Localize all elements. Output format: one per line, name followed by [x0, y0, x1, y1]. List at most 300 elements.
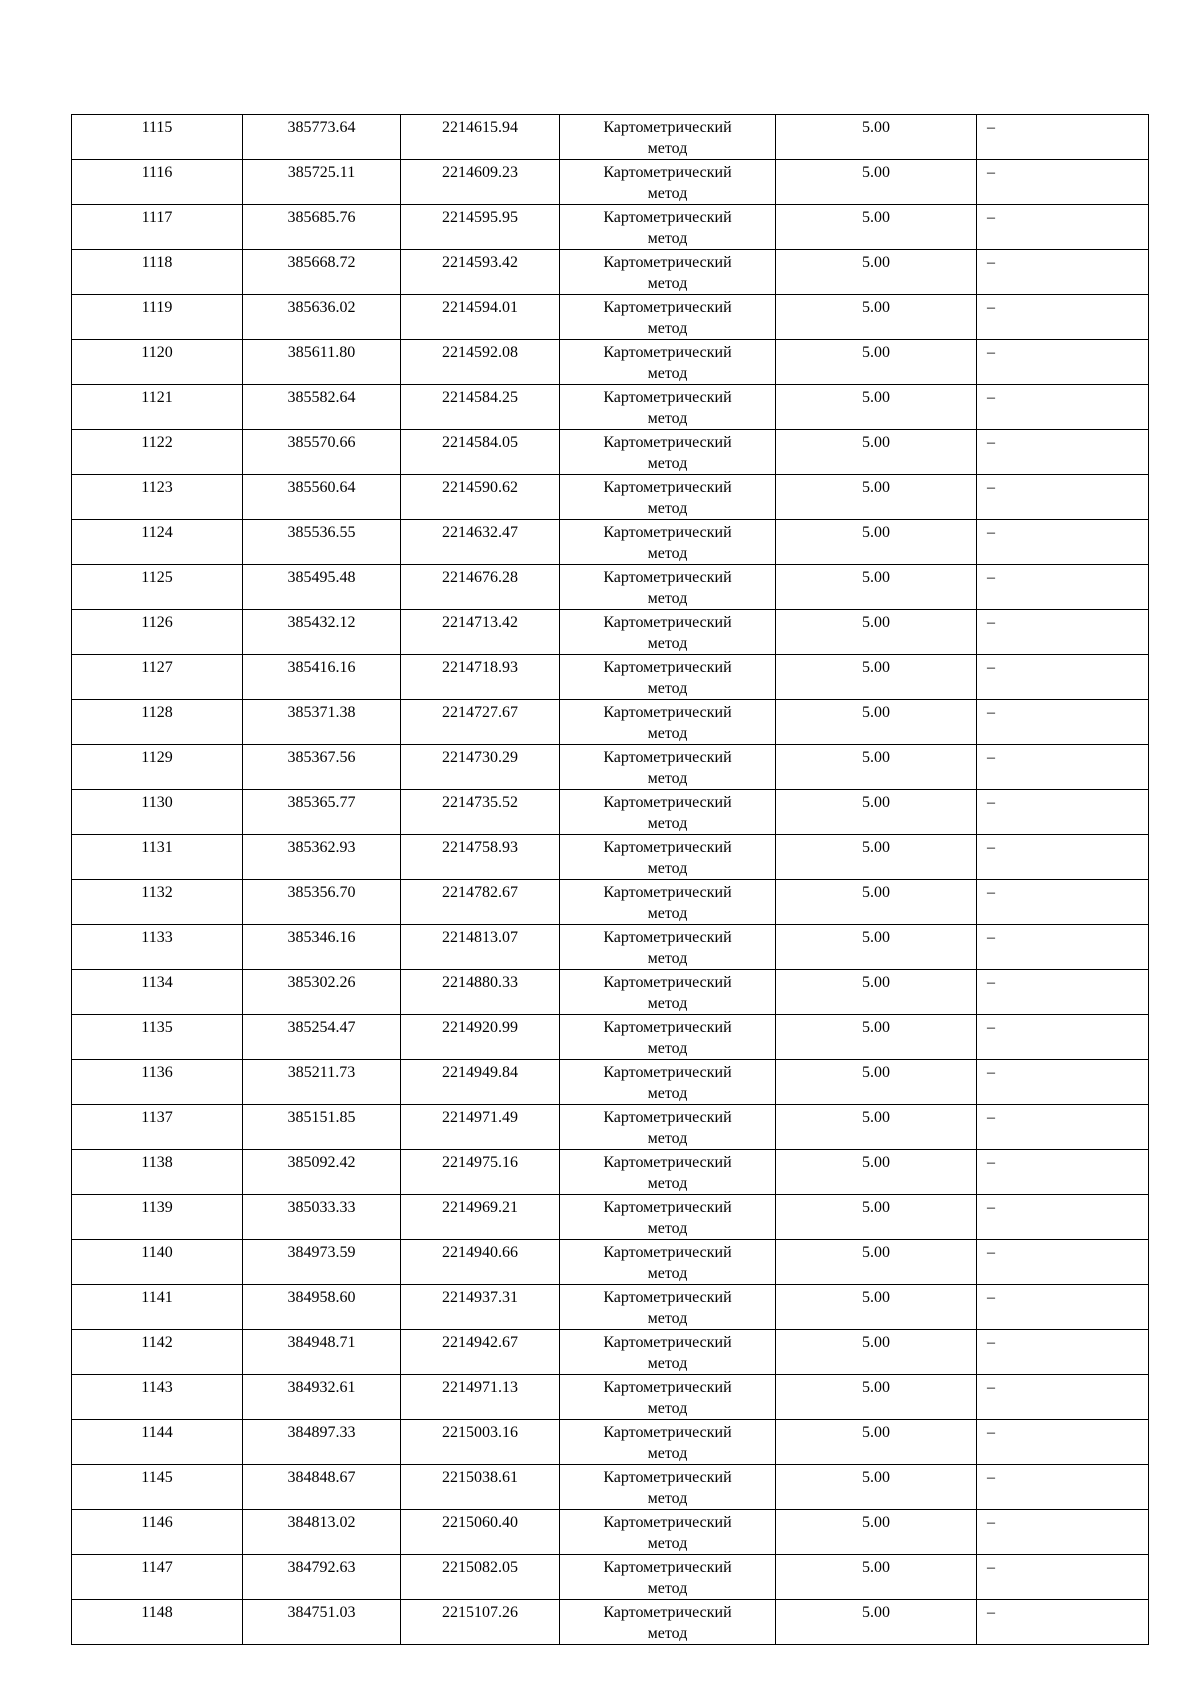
point-number-cell: 1135	[72, 1015, 243, 1060]
point-number-cell: 1146	[72, 1510, 243, 1555]
accuracy-cell: 5.00	[776, 1105, 977, 1150]
point-number-cell: 1131	[72, 835, 243, 880]
method-line: метод	[647, 770, 688, 787]
table-row	[72, 205, 1149, 250]
method-line: Картометрический	[603, 1604, 732, 1621]
x-coordinate-cell: 385560.64	[243, 475, 401, 520]
point-number-cell: 1118	[72, 250, 243, 295]
method-line: Картометрический	[603, 704, 732, 721]
accuracy-cell: 5.00	[776, 880, 977, 925]
x-coordinate-cell: 385254.47	[243, 1015, 401, 1060]
y-coordinate-cell: 2214730.29	[401, 745, 560, 790]
y-coordinate-cell: 2214880.33	[401, 970, 560, 1015]
x-coordinate-cell: 384932.61	[243, 1375, 401, 1420]
note-cell: –	[977, 115, 1149, 160]
y-coordinate-cell: 2214713.42	[401, 610, 560, 655]
x-coordinate-cell: 385685.76	[243, 205, 401, 250]
x-coordinate-cell: 385362.93	[243, 835, 401, 880]
method-line: метод	[647, 140, 688, 157]
x-coordinate-cell: 384958.60	[243, 1285, 401, 1330]
point-number-cell: 1140	[72, 1240, 243, 1285]
x-coordinate-cell: 384973.59	[243, 1240, 401, 1285]
y-coordinate-cell: 2214937.31	[401, 1285, 560, 1330]
y-coordinate-cell: 2214718.93	[401, 655, 560, 700]
point-number-cell: 1145	[72, 1465, 243, 1510]
table-row	[72, 160, 1149, 205]
y-coordinate-cell: 2214735.52	[401, 790, 560, 835]
note-cell: –	[977, 1060, 1149, 1105]
method-line: Картометрический	[603, 389, 732, 406]
y-coordinate-cell: 2214632.47	[401, 520, 560, 565]
y-coordinate-cell: 2215082.05	[401, 1555, 560, 1600]
note-cell: –	[977, 745, 1149, 790]
table-row	[72, 430, 1149, 475]
y-coordinate-cell: 2214590.62	[401, 475, 560, 520]
method-line: Картометрический	[603, 1424, 732, 1441]
table-row	[72, 970, 1149, 1015]
y-coordinate-cell: 2214920.99	[401, 1015, 560, 1060]
note-cell: –	[977, 1375, 1149, 1420]
method-cell	[560, 205, 776, 250]
method-cell	[560, 340, 776, 385]
method-cell	[560, 250, 776, 295]
y-coordinate-cell: 2214782.67	[401, 880, 560, 925]
table-row	[72, 1150, 1149, 1195]
y-coordinate-cell: 2214595.95	[401, 205, 560, 250]
table-row	[72, 1195, 1149, 1240]
method-cell	[560, 1240, 776, 1285]
method-line: метод	[647, 1625, 688, 1642]
x-coordinate-cell: 385636.02	[243, 295, 401, 340]
note-cell: –	[977, 565, 1149, 610]
method-line: Картометрический	[603, 254, 732, 271]
y-coordinate-cell: 2215060.40	[401, 1510, 560, 1555]
method-line: Картометрический	[603, 344, 732, 361]
coordinates-table	[71, 114, 1149, 1645]
y-coordinate-cell: 2215003.16	[401, 1420, 560, 1465]
method-cell	[560, 1375, 776, 1420]
point-number-cell: 1134	[72, 970, 243, 1015]
method-line: метод	[647, 1400, 688, 1417]
x-coordinate-cell: 384897.33	[243, 1420, 401, 1465]
accuracy-cell: 5.00	[776, 295, 977, 340]
method-cell	[560, 1330, 776, 1375]
table-row	[72, 520, 1149, 565]
method-cell	[560, 1060, 776, 1105]
method-line: метод	[647, 1175, 688, 1192]
table-row	[72, 1105, 1149, 1150]
note-cell: –	[977, 1285, 1149, 1330]
y-coordinate-cell: 2214584.25	[401, 385, 560, 430]
point-number-cell: 1117	[72, 205, 243, 250]
method-cell	[560, 700, 776, 745]
note-cell: –	[977, 1555, 1149, 1600]
method-line: Картометрический	[603, 1289, 732, 1306]
point-number-cell: 1142	[72, 1330, 243, 1375]
point-number-cell: 1125	[72, 565, 243, 610]
method-line: метод	[647, 1445, 688, 1462]
x-coordinate-cell: 385432.12	[243, 610, 401, 655]
table-row	[72, 1510, 1149, 1555]
method-cell	[560, 1420, 776, 1465]
y-coordinate-cell: 2214594.01	[401, 295, 560, 340]
method-line: метод	[647, 455, 688, 472]
method-line: метод	[647, 230, 688, 247]
accuracy-cell: 5.00	[776, 700, 977, 745]
method-cell	[560, 790, 776, 835]
accuracy-cell: 5.00	[776, 745, 977, 790]
method-line: Картометрический	[603, 1064, 732, 1081]
accuracy-cell: 5.00	[776, 1375, 977, 1420]
x-coordinate-cell: 385582.64	[243, 385, 401, 430]
accuracy-cell: 5.00	[776, 160, 977, 205]
y-coordinate-cell: 2214615.94	[401, 115, 560, 160]
method-line: метод	[647, 905, 688, 922]
y-coordinate-cell: 2214592.08	[401, 340, 560, 385]
method-line: метод	[647, 995, 688, 1012]
method-cell	[560, 1015, 776, 1060]
y-coordinate-cell: 2214609.23	[401, 160, 560, 205]
note-cell: –	[977, 925, 1149, 970]
method-line: метод	[647, 950, 688, 967]
note-cell: –	[977, 1510, 1149, 1555]
method-line: Картометрический	[603, 209, 732, 226]
accuracy-cell: 5.00	[776, 1015, 977, 1060]
y-coordinate-cell: 2214758.93	[401, 835, 560, 880]
table-row	[72, 745, 1149, 790]
table-row	[72, 1600, 1149, 1645]
point-number-cell: 1127	[72, 655, 243, 700]
table-row	[72, 295, 1149, 340]
accuracy-cell: 5.00	[776, 1330, 977, 1375]
method-line: Картометрический	[603, 614, 732, 631]
note-cell: –	[977, 250, 1149, 295]
method-line: метод	[647, 1085, 688, 1102]
point-number-cell: 1115	[72, 115, 243, 160]
accuracy-cell: 5.00	[776, 1150, 977, 1195]
accuracy-cell: 5.00	[776, 205, 977, 250]
note-cell: –	[977, 1015, 1149, 1060]
method-cell	[560, 115, 776, 160]
point-number-cell: 1144	[72, 1420, 243, 1465]
point-number-cell: 1139	[72, 1195, 243, 1240]
point-number-cell: 1136	[72, 1060, 243, 1105]
x-coordinate-cell: 385668.72	[243, 250, 401, 295]
x-coordinate-cell: 385536.55	[243, 520, 401, 565]
method-line: метод	[647, 1040, 688, 1057]
note-cell: –	[977, 1465, 1149, 1510]
note-cell: –	[977, 385, 1149, 430]
method-cell	[560, 1510, 776, 1555]
point-number-cell: 1128	[72, 700, 243, 745]
method-cell	[560, 565, 776, 610]
table-row	[72, 1375, 1149, 1420]
method-line: Картометрический	[603, 1154, 732, 1171]
method-line: метод	[647, 1535, 688, 1552]
method-line: метод	[647, 275, 688, 292]
point-number-cell: 1121	[72, 385, 243, 430]
accuracy-cell: 5.00	[776, 1060, 977, 1105]
accuracy-cell: 5.00	[776, 1195, 977, 1240]
method-line: Картометрический	[603, 1559, 732, 1576]
table-row	[72, 1015, 1149, 1060]
method-cell	[560, 295, 776, 340]
accuracy-cell: 5.00	[776, 1510, 977, 1555]
y-coordinate-cell: 2214975.16	[401, 1150, 560, 1195]
method-line: Картометрический	[603, 1469, 732, 1486]
table-row	[72, 1240, 1149, 1285]
accuracy-cell: 5.00	[776, 610, 977, 655]
x-coordinate-cell: 385302.26	[243, 970, 401, 1015]
x-coordinate-cell: 385495.48	[243, 565, 401, 610]
x-coordinate-cell: 385611.80	[243, 340, 401, 385]
method-line: метод	[647, 365, 688, 382]
y-coordinate-cell: 2214727.67	[401, 700, 560, 745]
y-coordinate-cell: 2214969.21	[401, 1195, 560, 1240]
point-number-cell: 1124	[72, 520, 243, 565]
point-number-cell: 1123	[72, 475, 243, 520]
method-cell	[560, 1555, 776, 1600]
method-line: метод	[647, 680, 688, 697]
accuracy-cell: 5.00	[776, 115, 977, 160]
table-row	[72, 385, 1149, 430]
table-row	[72, 835, 1149, 880]
method-line: метод	[647, 1355, 688, 1372]
point-number-cell: 1129	[72, 745, 243, 790]
note-cell: –	[977, 835, 1149, 880]
method-line: метод	[647, 635, 688, 652]
x-coordinate-cell: 385092.42	[243, 1150, 401, 1195]
method-cell	[560, 835, 776, 880]
point-number-cell: 1126	[72, 610, 243, 655]
method-line: Картометрический	[603, 659, 732, 676]
x-coordinate-cell: 384792.63	[243, 1555, 401, 1600]
method-line: Картометрический	[603, 974, 732, 991]
method-line: метод	[647, 590, 688, 607]
accuracy-cell: 5.00	[776, 970, 977, 1015]
point-number-cell: 1132	[72, 880, 243, 925]
x-coordinate-cell: 385367.56	[243, 745, 401, 790]
x-coordinate-cell: 385151.85	[243, 1105, 401, 1150]
method-line: Картометрический	[603, 884, 732, 901]
method-line: метод	[647, 1265, 688, 1282]
note-cell: –	[977, 1600, 1149, 1645]
accuracy-cell: 5.00	[776, 250, 977, 295]
x-coordinate-cell: 385211.73	[243, 1060, 401, 1105]
method-cell	[560, 655, 776, 700]
accuracy-cell: 5.00	[776, 475, 977, 520]
method-line: метод	[647, 815, 688, 832]
accuracy-cell: 5.00	[776, 790, 977, 835]
y-coordinate-cell: 2214584.05	[401, 430, 560, 475]
point-number-cell: 1122	[72, 430, 243, 475]
point-number-cell: 1130	[72, 790, 243, 835]
method-line: Картометрический	[603, 119, 732, 136]
x-coordinate-cell: 385356.70	[243, 880, 401, 925]
accuracy-cell: 5.00	[776, 340, 977, 385]
x-coordinate-cell: 384848.67	[243, 1465, 401, 1510]
table-row	[72, 115, 1149, 160]
method-cell	[560, 1105, 776, 1150]
method-cell	[560, 430, 776, 475]
method-line: метод	[647, 1310, 688, 1327]
point-number-cell: 1148	[72, 1600, 243, 1645]
table-row	[72, 655, 1149, 700]
table-row	[72, 1060, 1149, 1105]
note-cell: –	[977, 1330, 1149, 1375]
x-coordinate-cell: 385033.33	[243, 1195, 401, 1240]
method-line: Картометрический	[603, 1109, 732, 1126]
y-coordinate-cell: 2214971.49	[401, 1105, 560, 1150]
x-coordinate-cell: 385416.16	[243, 655, 401, 700]
coordinates-table-body	[72, 115, 1149, 1645]
note-cell: –	[977, 430, 1149, 475]
note-cell: –	[977, 1105, 1149, 1150]
note-cell: –	[977, 610, 1149, 655]
method-line: Картометрический	[603, 1334, 732, 1351]
x-coordinate-cell: 385365.77	[243, 790, 401, 835]
accuracy-cell: 5.00	[776, 565, 977, 610]
method-cell	[560, 1285, 776, 1330]
point-number-cell: 1137	[72, 1105, 243, 1150]
x-coordinate-cell: 384948.71	[243, 1330, 401, 1375]
table-row	[72, 475, 1149, 520]
method-cell	[560, 925, 776, 970]
method-line: метод	[647, 1490, 688, 1507]
method-cell	[560, 1465, 776, 1510]
point-number-cell: 1116	[72, 160, 243, 205]
table-row	[72, 1420, 1149, 1465]
method-cell	[560, 745, 776, 790]
method-line: Картометрический	[603, 794, 732, 811]
method-line: метод	[647, 1220, 688, 1237]
note-cell: –	[977, 1240, 1149, 1285]
y-coordinate-cell: 2215107.26	[401, 1600, 560, 1645]
accuracy-cell: 5.00	[776, 925, 977, 970]
y-coordinate-cell: 2214940.66	[401, 1240, 560, 1285]
x-coordinate-cell: 384751.03	[243, 1600, 401, 1645]
method-line: Картометрический	[603, 569, 732, 586]
table-row	[72, 1285, 1149, 1330]
method-line: метод	[647, 545, 688, 562]
note-cell: –	[977, 790, 1149, 835]
note-cell: –	[977, 340, 1149, 385]
method-cell	[560, 385, 776, 430]
method-line: Картометрический	[603, 1019, 732, 1036]
y-coordinate-cell: 2214971.13	[401, 1375, 560, 1420]
note-cell: –	[977, 205, 1149, 250]
accuracy-cell: 5.00	[776, 430, 977, 475]
accuracy-cell: 5.00	[776, 385, 977, 430]
table-row	[72, 880, 1149, 925]
point-number-cell: 1143	[72, 1375, 243, 1420]
y-coordinate-cell: 2214813.07	[401, 925, 560, 970]
accuracy-cell: 5.00	[776, 1240, 977, 1285]
accuracy-cell: 5.00	[776, 655, 977, 700]
method-line: Картометрический	[603, 929, 732, 946]
method-line: Картометрический	[603, 434, 732, 451]
x-coordinate-cell: 384813.02	[243, 1510, 401, 1555]
note-cell: –	[977, 970, 1149, 1015]
method-line: Картометрический	[603, 299, 732, 316]
y-coordinate-cell: 2215038.61	[401, 1465, 560, 1510]
note-cell: –	[977, 160, 1149, 205]
point-number-cell: 1138	[72, 1150, 243, 1195]
method-line: Картометрический	[603, 1199, 732, 1216]
point-number-cell: 1120	[72, 340, 243, 385]
accuracy-cell: 5.00	[776, 1555, 977, 1600]
method-line: метод	[647, 185, 688, 202]
note-cell: –	[977, 520, 1149, 565]
method-line: метод	[647, 1580, 688, 1597]
y-coordinate-cell: 2214949.84	[401, 1060, 560, 1105]
table-row	[72, 925, 1149, 970]
method-cell	[560, 970, 776, 1015]
method-line: метод	[647, 410, 688, 427]
method-line: метод	[647, 725, 688, 742]
y-coordinate-cell: 2214942.67	[401, 1330, 560, 1375]
x-coordinate-cell: 385725.11	[243, 160, 401, 205]
method-line: Картометрический	[603, 749, 732, 766]
note-cell: –	[977, 1150, 1149, 1195]
note-cell: –	[977, 880, 1149, 925]
table-row	[72, 250, 1149, 295]
method-cell	[560, 610, 776, 655]
x-coordinate-cell: 385371.38	[243, 700, 401, 745]
point-number-cell: 1119	[72, 295, 243, 340]
note-cell: –	[977, 700, 1149, 745]
note-cell: –	[977, 475, 1149, 520]
table-row	[72, 700, 1149, 745]
table-row	[72, 565, 1149, 610]
note-cell: –	[977, 1420, 1149, 1465]
accuracy-cell: 5.00	[776, 1285, 977, 1330]
note-cell: –	[977, 295, 1149, 340]
y-coordinate-cell: 2214593.42	[401, 250, 560, 295]
table-row	[72, 1555, 1149, 1600]
method-line: Картометрический	[603, 479, 732, 496]
accuracy-cell: 5.00	[776, 520, 977, 565]
method-cell	[560, 475, 776, 520]
method-line: метод	[647, 500, 688, 517]
method-line: Картометрический	[603, 524, 732, 541]
table-row	[72, 1465, 1149, 1510]
method-cell	[560, 1195, 776, 1240]
method-line: метод	[647, 860, 688, 877]
table-row	[72, 340, 1149, 385]
method-line: Картометрический	[603, 839, 732, 856]
method-line: Картометрический	[603, 1379, 732, 1396]
method-line: Картометрический	[603, 1514, 732, 1531]
note-cell: –	[977, 655, 1149, 700]
method-line: Картометрический	[603, 164, 732, 181]
accuracy-cell: 5.00	[776, 1465, 977, 1510]
point-number-cell: 1141	[72, 1285, 243, 1330]
x-coordinate-cell: 385346.16	[243, 925, 401, 970]
point-number-cell: 1147	[72, 1555, 243, 1600]
accuracy-cell: 5.00	[776, 835, 977, 880]
note-cell: –	[977, 1195, 1149, 1240]
x-coordinate-cell: 385570.66	[243, 430, 401, 475]
table-row	[72, 1330, 1149, 1375]
method-line: метод	[647, 320, 688, 337]
accuracy-cell: 5.00	[776, 1600, 977, 1645]
table-row	[72, 790, 1149, 835]
y-coordinate-cell: 2214676.28	[401, 565, 560, 610]
method-cell	[560, 1600, 776, 1645]
method-line: Картометрический	[603, 1244, 732, 1261]
x-coordinate-cell: 385773.64	[243, 115, 401, 160]
